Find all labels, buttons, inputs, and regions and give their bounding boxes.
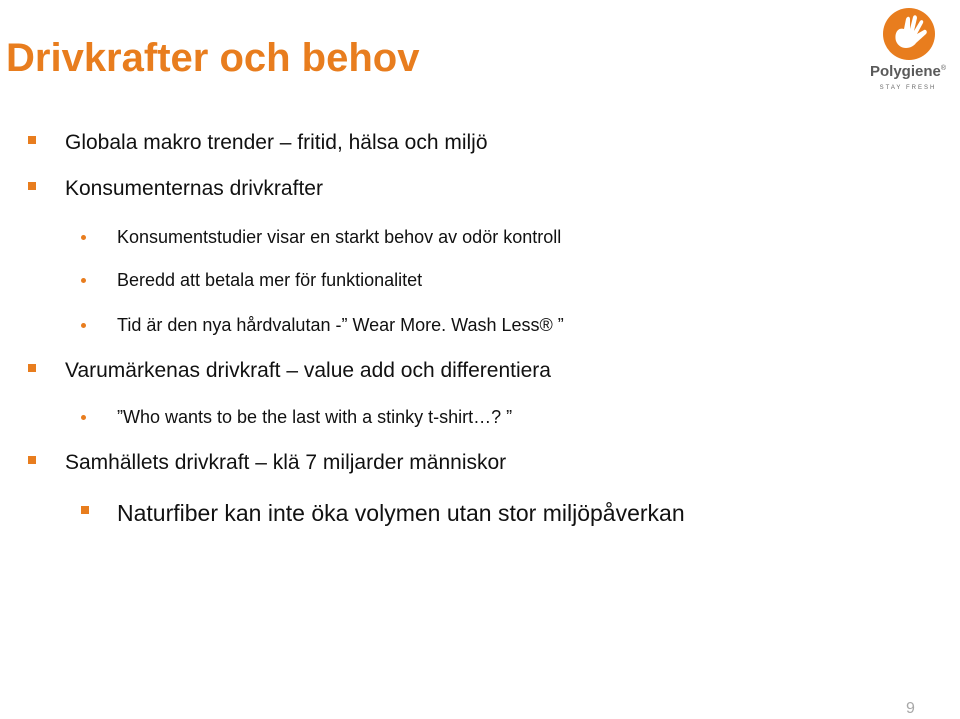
square-bullet-icon [81,506,89,514]
logo-name: Polygiene [869,63,941,80]
bullet-text-level-1: Samhällets drivkraft – klä 7 miljarder människor [65,450,507,474]
dot-bullet-icon [81,323,86,328]
bullet-text-level-2: ”Who wants to be the last with a stinky t-shirt…? ” [117,406,513,427]
dot-bullet-icon [81,278,86,283]
bullet-text-level-1: Globala makro trender – fritid, hälsa och miljö [65,130,488,154]
dot-bullet-icon [81,415,86,420]
square-bullet-icon [28,182,36,190]
bullet-text-level-2: Naturfiber kan inte öka volymen utan stor miljöpåverkan [117,499,685,526]
bullet-text-level-2: Tid är den nya hårdvalutan -” Wear More. Wash Less® ” [117,314,564,335]
page-number: 9 [906,700,915,717]
bullet-text-level-2: Beredd att betala mer för funktionalitet [117,269,423,290]
bullet-text-level-1: Varumärkenas drivkraft – value add och differentiera [65,358,551,382]
dot-bullet-icon [81,235,86,240]
logo-trademark: ® [940,65,947,72]
slide-title: Drivkrafter och behov [6,36,420,80]
square-bullet-icon [28,136,36,144]
square-bullet-icon [28,456,36,464]
logo-tagline: STAY FRESH [879,85,937,91]
bullet-text-level-1: Konsumenternas drivkrafter [65,176,323,200]
bullet-text-level-2: Konsumentstudier visar en starkt behov av odör kontroll [117,226,562,247]
square-bullet-icon [28,364,36,372]
